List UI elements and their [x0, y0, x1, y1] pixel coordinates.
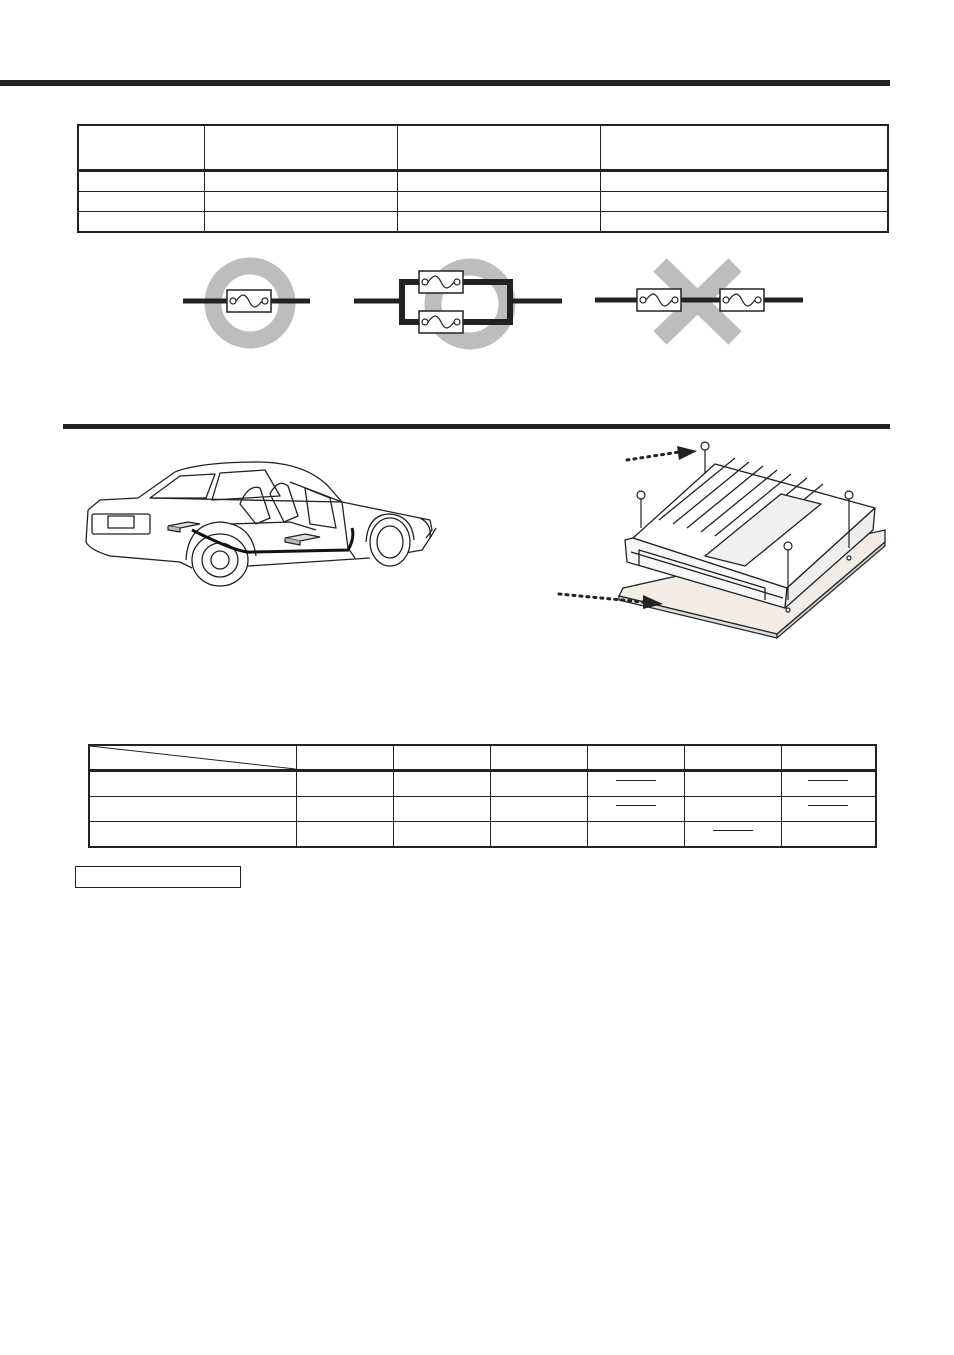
fuse-header-cell	[600, 125, 888, 171]
spec-cell	[89, 797, 296, 822]
spec-cell	[781, 822, 876, 848]
spec-cell	[89, 822, 296, 848]
fuse-cell	[397, 192, 600, 212]
arrow-icon	[627, 446, 697, 460]
fuse-cell	[78, 171, 204, 192]
fuse-table-header	[78, 125, 888, 171]
single-fuse-diagram	[183, 266, 310, 340]
fuse-header-cell	[204, 125, 397, 171]
spec-cell	[587, 822, 684, 848]
spec-header-cell	[781, 745, 876, 771]
spec-cell	[490, 797, 587, 822]
fuse-cell	[600, 192, 888, 212]
spec-cell	[393, 797, 490, 822]
car-illustration	[80, 458, 440, 593]
dash-mark	[808, 780, 848, 781]
note-box	[75, 866, 241, 888]
fuse-cell	[204, 171, 397, 192]
spec-table	[88, 744, 877, 848]
table-row	[78, 171, 888, 192]
fuse-cell	[397, 212, 600, 233]
fuse-cell	[600, 212, 888, 233]
spec-cell	[684, 771, 781, 797]
spec-cell	[393, 771, 490, 797]
table-row	[89, 822, 876, 848]
series-fuses-diagram	[595, 265, 803, 338]
spec-cell	[781, 797, 876, 822]
fuse-header-cell	[397, 125, 600, 171]
spec-header-cell	[296, 745, 393, 771]
amplifier-mounting-illustration	[555, 438, 895, 648]
dash-mark	[616, 780, 656, 781]
spec-header-cell	[393, 745, 490, 771]
spec-cell	[393, 822, 490, 848]
fuse-header-cell	[78, 125, 204, 171]
spec-cell	[587, 771, 684, 797]
fuse-diagrams	[0, 250, 954, 360]
spec-cell	[490, 822, 587, 848]
dash-mark	[713, 830, 753, 831]
fuse-cell	[204, 212, 397, 233]
table-row	[89, 771, 876, 797]
spec-cell	[296, 797, 393, 822]
spec-cell	[781, 771, 876, 797]
screw-icon	[637, 491, 645, 528]
fuse-cell	[204, 192, 397, 212]
spec-cell	[296, 822, 393, 848]
spec-header-cell	[684, 745, 781, 771]
spec-cell	[684, 822, 781, 848]
spec-cell	[684, 797, 781, 822]
spec-cell	[587, 797, 684, 822]
spec-cell	[296, 771, 393, 797]
table-row	[78, 212, 888, 233]
screw-icon	[701, 442, 709, 474]
parallel-fuses-diagram	[354, 267, 562, 341]
dash-mark	[808, 805, 848, 806]
fuse-table	[77, 124, 889, 233]
spec-header-cell	[587, 745, 684, 771]
fuse-cell	[78, 212, 204, 233]
table-row	[78, 192, 888, 212]
dash-mark	[616, 805, 656, 806]
table-row	[89, 797, 876, 822]
top-rule	[0, 80, 890, 86]
spec-header-cell	[490, 745, 587, 771]
diagonal-rule	[90, 746, 296, 769]
section-rule	[63, 424, 890, 429]
diagonal-header-cell	[89, 745, 296, 771]
spec-table-header	[89, 745, 876, 771]
fuse-cell	[78, 192, 204, 212]
spec-cell	[89, 771, 296, 797]
fuse-cell	[397, 171, 600, 192]
fuse-cell	[600, 171, 888, 192]
spec-cell	[490, 771, 587, 797]
